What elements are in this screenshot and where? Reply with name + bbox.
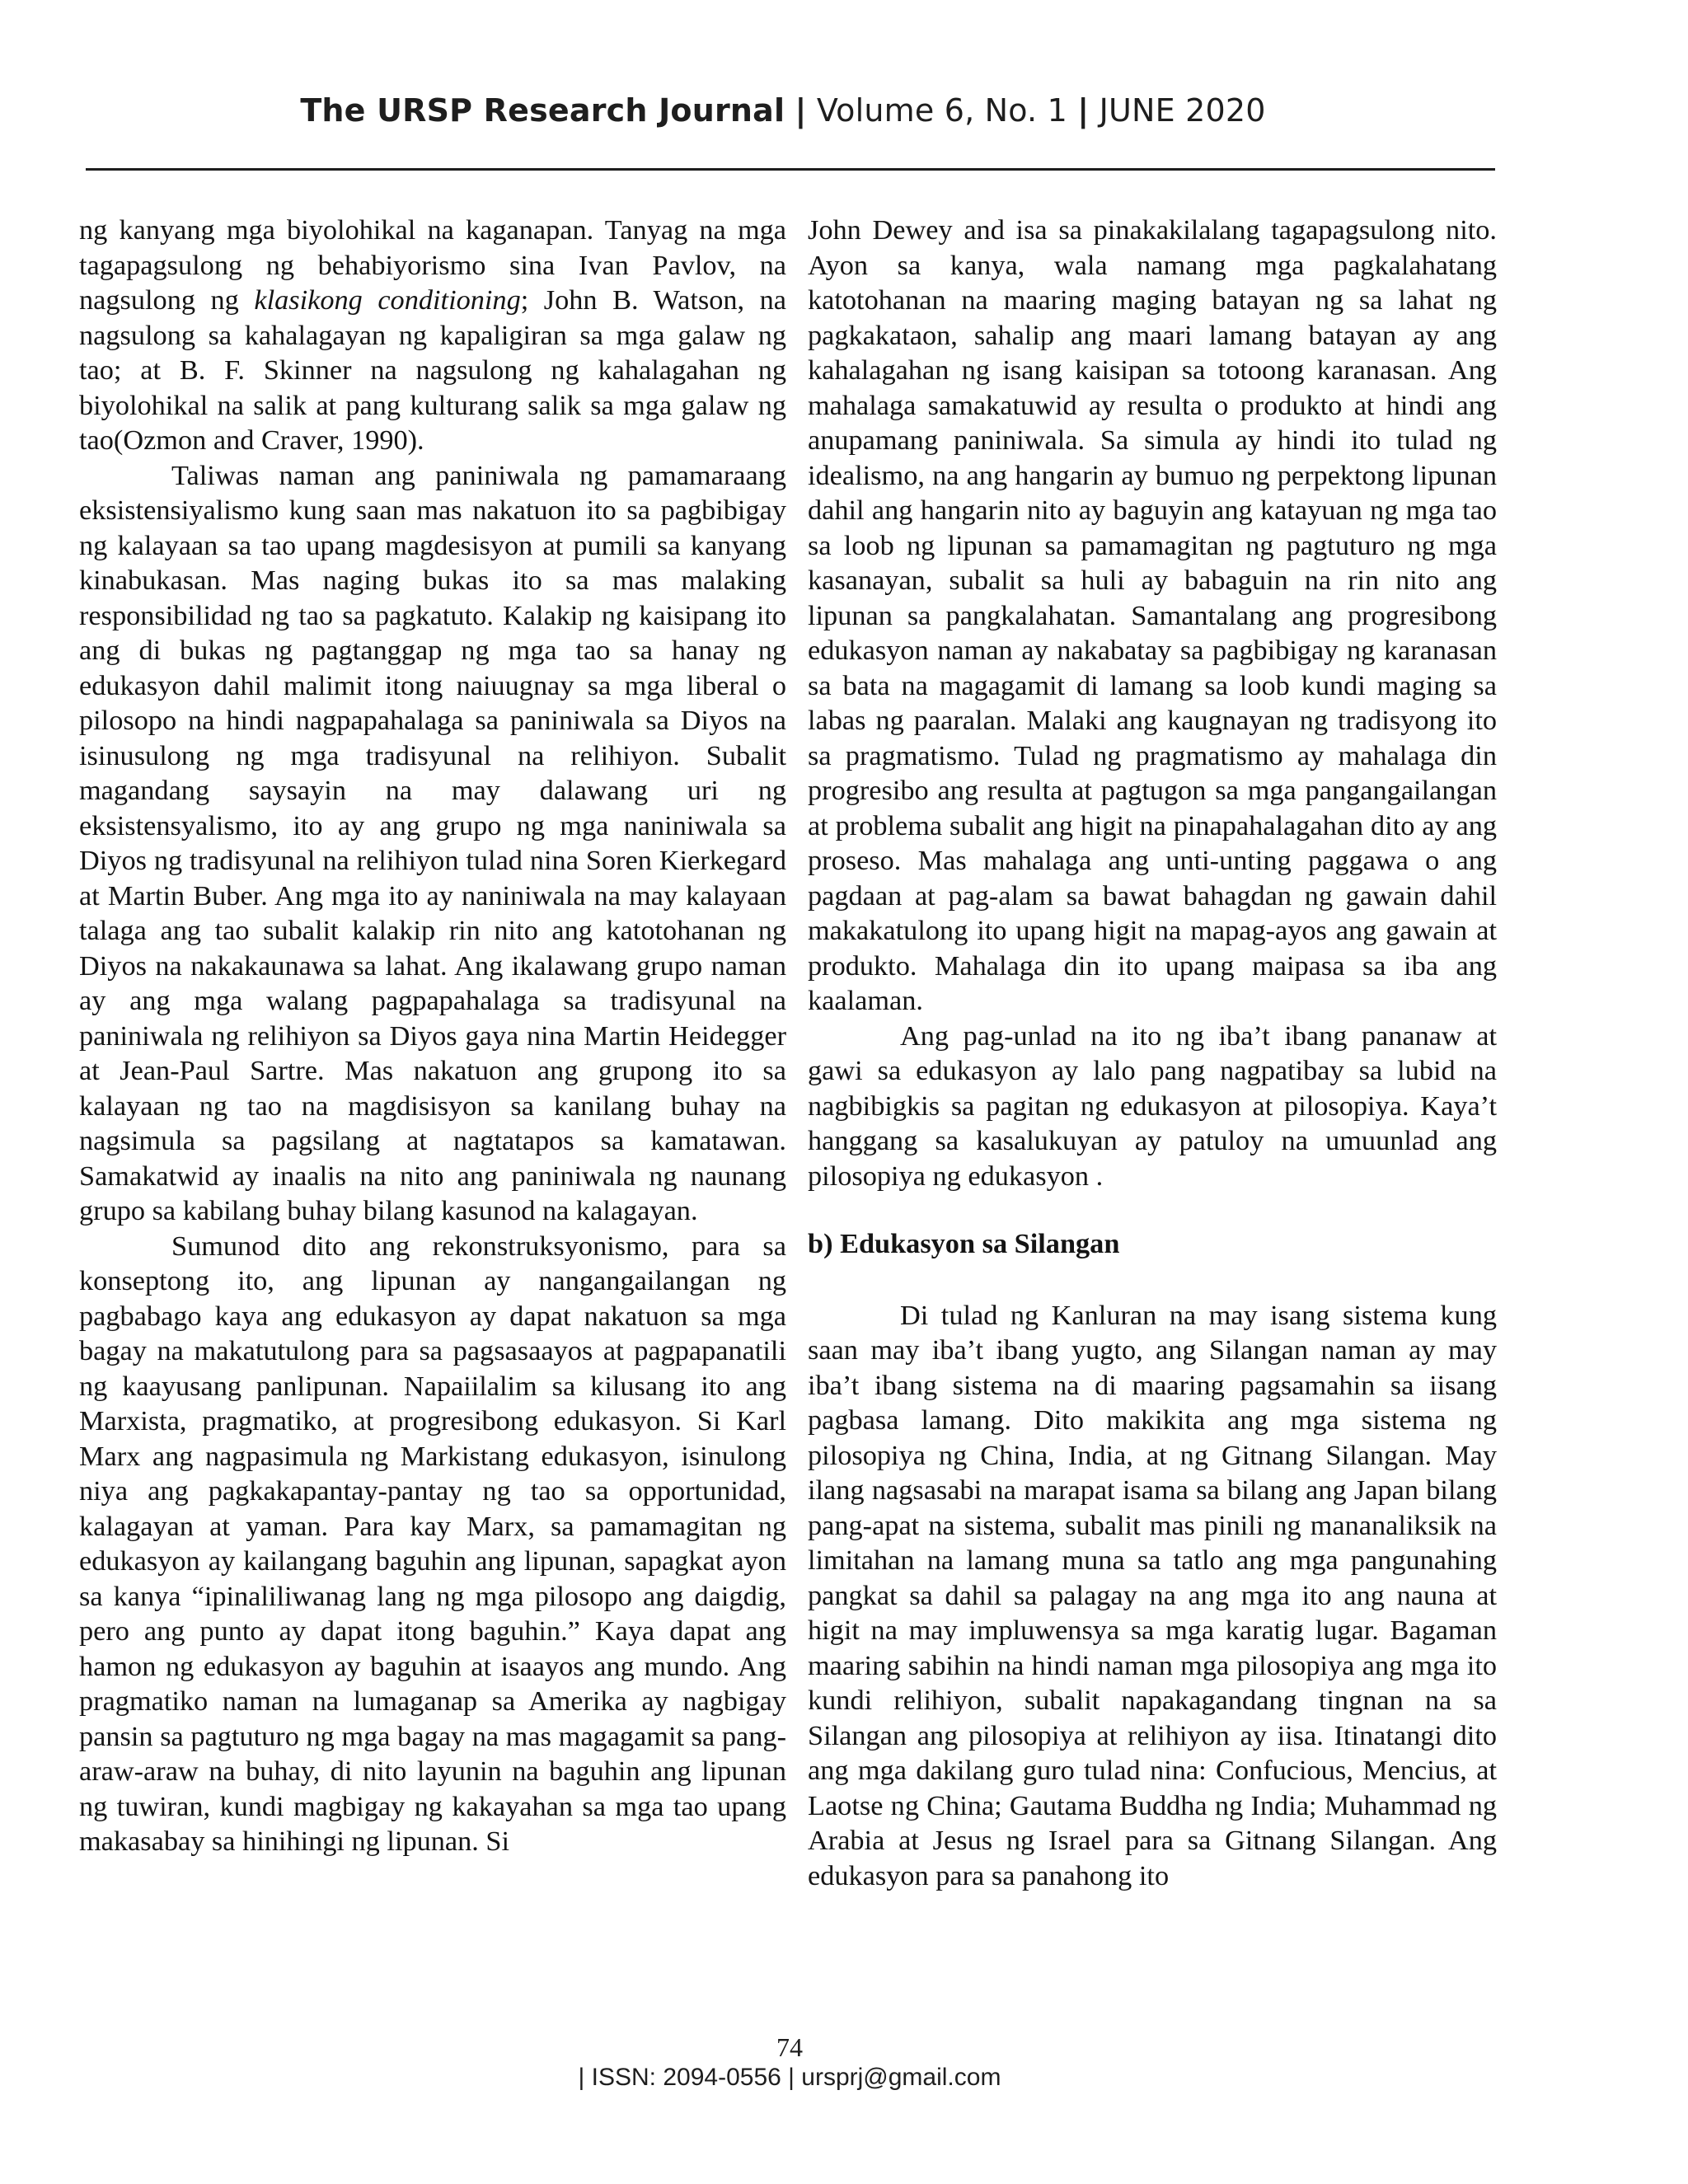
header-separator: |: [795, 92, 807, 129]
right-column: [808, 213, 1497, 1893]
journal-title: The URSP Research Journal: [300, 92, 785, 129]
journal-date: JUNE 2020: [1099, 92, 1266, 129]
journal-volume: Volume 6, No. 1: [816, 92, 1067, 129]
issn-footer: | ISSN: 2094-0556 | ursprj@gmail.com: [578, 2064, 1001, 2091]
paragraph: [79, 213, 786, 458]
italic-term: klasikong conditioning: [254, 284, 521, 316]
running-header: [0, 92, 1566, 129]
section-heading: b) Edukasyon sa Silangan: [808, 1228, 1120, 1259]
header-separator: |: [1077, 92, 1090, 129]
header-rule: [86, 168, 1495, 171]
paragraph: Ang pag-unlad na ito ng iba’t ibang pananaw at gawi sa edukasyon ay lalo pang nagpatibay sa lubid na nagbibigkis sa pagitan ng edukasyon at pilosopiya. Kaya’t hanggang sa kasalukuyan ay patuloy na umuunlad ang pilosopiya ng edukasyon .: [808, 1019, 1497, 1192]
paragraph: John Dewey and isa sa pinakakilalang tagapagsulong nito. Ayon sa kanya, wala namang mga pagkalahatang katotohanan na maaring maging batayan ng sa lahat ng pagkakataon, sahalip ang maari lamang batayan ay ang kahalagahan ng isang kaisipan sa totoong karanasan. Ang mahalaga samakatuwid ay resulta o produkto at hindi ang anupamang paniniwala. Sa simula ay hindi ito tulad ng idealismo, na ang hangarin ay bumuo ng perpektong lipunan dahil ang hangarin nito ay baguyin ang katayuan ng mga tao sa loob ng lipunan sa pamamagitan ng pagtuturo ng mga kasanayan, subalit sa huli ay babaguin na rin nito ang lipunan sa pangkalahatan. Samantalang ang progresibong edukasyon naman ay nakabatay sa pagbibigay ng karanasan sa bata na magagamit di lamang sa loob kundi maging sa labas ng paaralan. Malaki ang kaugnayan ng tradisyong ito sa pragmatismo. Tulad ng pragmatismo ay mahalaga din progresibo ang resulta at pagtugon sa mga pangangailangan at problema subalit ang higit na pinapahalagahan dito ay ang proseso. Mas mahalaga ang unti-unting paggawa o ang pagdaan at pag-alam sa bawat bahagdan ng gawain dahil makakatulong ito upang higit na mapag-ayos ang gawain at produkto. Mahalaga din ito upang maipasa sa iba ang kaalaman.: [808, 214, 1497, 1016]
page-number: 74: [776, 2032, 803, 2062]
paragraph-text: ; John B. Watson, na nagsulong sa kahalagayan ng kapaligiran sa mga galaw ng tao; at B. F. Skinner na nagsulong ng kahalagahan ng biyolohikal na salik at pang kulturang salik sa mga galaw ng tao(Ozmon and Craver, 1990).: [79, 284, 786, 456]
paragraph: Sumunod dito ang rekonstruksyonismo, para sa konseptong ito, ang lipunan ay nangangailangan ng pagbabago kaya ang edukasyon ay dapat nakatuon sa mga bagay na makatutulong para sa pagsasaayos at pagpapanatili ng kaayusang panlipunan. Napaiilalim sa kilusang ito ang Marxista, pragmatiko, at progresibong edukasyon. Si Karl Marx ang nagpasimula ng Markistang edukasyon, isinulong niya ang pagkakapantay-pantay ng tao sa opportunidad, kalagayan at yaman. Para kay Marx, sa pamamagitan ng edukasyon ay kailangang baguhin ang lipunan, sapagkat ayon sa kanya “ipinaliliwanag lang ng mga pilosopo ang daigdig, pero ang punto ay dapat itong baguhin.” Kaya dapat ang hamon ng edukasyon ay baguhin at isaayos ang mundo. Ang pragmatiko naman na lumaganap sa Amerika ay nagbigay pansin sa pagtuturo ng mga bagay na mas magagamit sa pang-araw-araw na buhay, di nito layunin na baguhin ang lipunan ng tuwiran, kundi magbigay ng kakayahan sa mga tao upang makasabay sa hinihingi ng lipunan. Si: [79, 1230, 786, 1857]
paragraph-text: ng kanyang mga biyolohikal na kaganapan. Tanyag na mga tagapagsulong ng behabiyorismo sina Ivan Pavlov, na nagsulong ng: [79, 214, 786, 316]
left-column: [79, 213, 786, 1859]
paragraph: Di tulad ng Kanluran na may isang sistema kung saan may iba’t ibang yugto, ang Silangan naman ay may iba’t ibang sistema na di maaring pagsamahin sa iisang pagbasa lamang. Dito makikita ang mga sistema ng pilosopiya ng China, India, at ng Gitnang Silangan. May ilang nagsasabi na marapat isama sa bilang ang Japan bilang pang-apat na sistema, subalit mas pinili ng mananaliksik na limitahan na lamang muna sa tatlo ang mga pangunahing pangkat sa dahil sa palagay na ang mga ito ang nauna at higit na may impluwensya sa mga karatig lugar. Bagaman maaring sabihin na hindi naman mga pilosopiya ang mga ito kundi relihiyon, subalit napakagandang tingnan na sa Silangan ang pilosopiya at relihiyon ay iisa. Itinatangi dito ang mga dakilang guro tulad nina: Confucious, Mencius, at Laotse ng China; Gautama Buddha ng India; Muhammad ng Arabia at Jesus ng Israel para sa Gitnang Silangan. Ang edukasyon para sa panahong ito: [808, 1299, 1497, 1891]
paragraph: Taliwas naman ang paniniwala ng pamamaraang eksistensiyalismo kung saan mas nakatuon ito sa pagbibigay ng kalayaan sa tao upang magdesisyon at pumili sa kanyang kinabukasan. Mas naging bukas ito sa mas malaking responsibilidad ng tao sa pagkatuto. Kalakip ng kaisipang ito ang di bukas ng pagtanggap ng mga tao sa hanay ng edukasyon dahil malimit itong naiuugnay sa mga liberal o pilosopo na hindi nagpapahalaga sa paniniwala sa Diyos na isinusulong ng mga tradisyunal na relihiyon. Subalit magandang saysayin na may dalawang uri ng eksistensyalismo, ito ay ang grupo ng mga naniniwala sa Diyos ng tradisyunal na relihiyon tulad nina Soren Kierkegard at Martin Buber. Ang mga ito ay naniniwala na may kalayaan talaga ang tao subalit kalakip rin nito ang katotohanan ng Diyos na nakakaunawa sa lahat. Ang ikalawang grupo naman ay ang mga walang pagpapahalaga sa tradisyunal na paniniwala ng relihiyon sa Diyos gaya nina Martin Heidegger at Jean-Paul Sartre. Mas nakatuon ang grupong ito sa kalayaan ng tao na magdisisyon sa kanilang buhay na nagsimula sa pagsilang at nagtatapos sa kamatawan. Samakatwid ay inaalis na nito ang paniniwala ng naunang grupo sa kabilang buhay bilang kasunod na kalagayan.: [79, 459, 786, 1226]
